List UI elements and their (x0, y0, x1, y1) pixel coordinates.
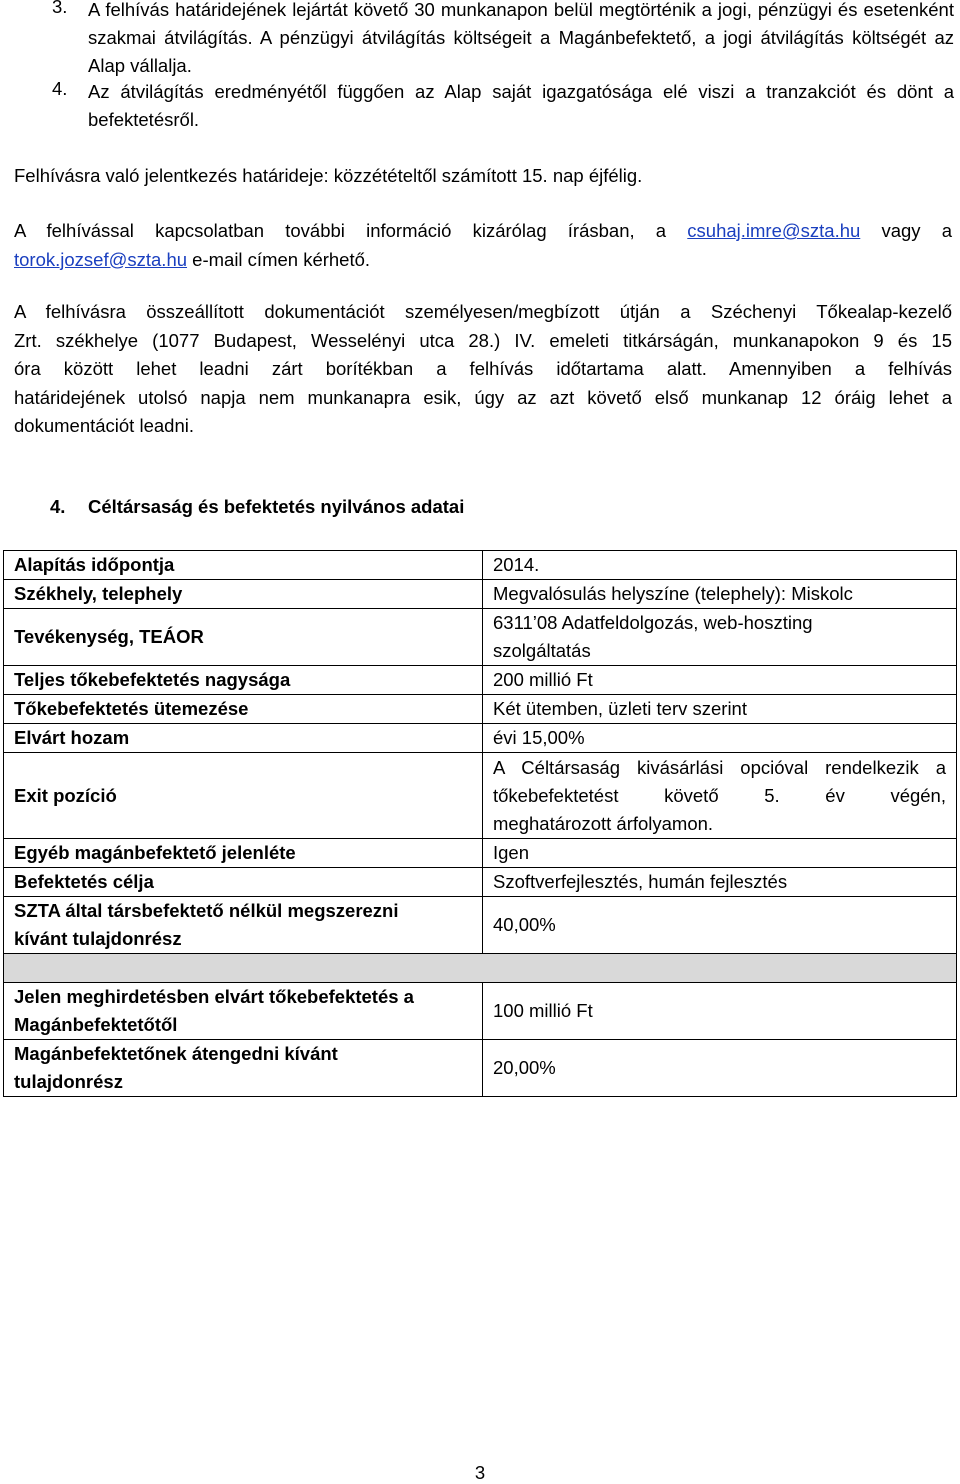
row-value: Két ütemben, üzleti terv szerint (483, 695, 957, 724)
row-label: Tőkebefektetés ütemezése (4, 695, 483, 724)
table-row (4, 580, 957, 609)
table-row (4, 868, 957, 897)
section-title: Céltársaság és befektetés nyilvános adatai (88, 496, 465, 517)
contact-suffix: e-mail címen kérhető. (187, 248, 371, 270)
table-row (4, 897, 957, 954)
table-row (4, 1040, 957, 1097)
row-value: 40,00% (483, 897, 957, 954)
row-value: 2014. (483, 551, 957, 580)
contact-line-1 (14, 217, 952, 246)
submission-line: A felhívásra összeállított dokumentációt személyesen/megbízott útján a Széchenyi Tőkealap-kezelő (14, 301, 952, 322)
submission-line: határidejének utolsó napja nem munkanapra esik, úgy az azt követő első munkanap 12 óráig lehet a (14, 386, 952, 408)
label-line: Jelen meghirdetésben elvárt tőkebefektetés a (14, 986, 414, 1007)
row-label: Alapítás időpontja (4, 551, 483, 580)
company-facts-table (3, 550, 957, 1097)
label-line: tulajdonrész (14, 1071, 123, 1092)
table-row (4, 983, 957, 1040)
row-label: Egyéb magánbefektető jelenléte (4, 839, 483, 868)
row-value: 200 millió Ft (483, 666, 957, 695)
page-number: 3 (474, 1462, 486, 1483)
row-label: Székhely, telephely (4, 580, 483, 609)
row-value: 100 millió Ft (483, 983, 957, 1040)
label-line: Magánbefektetőtől (14, 1014, 178, 1035)
submission-paragraph (14, 298, 952, 441)
email-link-csuhaj[interactable]: csuhaj.imre@szta.hu (687, 220, 861, 241)
submission-line: dokumentációt leadni. (14, 415, 194, 436)
row-value: Igen (483, 839, 957, 868)
list-number: 4. (52, 78, 68, 99)
list-text: Az átvilágítás eredményétől függően az Alap saját igazgatósága elé viszi a tranzakciót és dönt a befektetésről. (88, 81, 954, 130)
table-spacer-row (4, 954, 957, 983)
email-link-torok[interactable]: torok.jozsef@szta.hu (14, 248, 188, 270)
table-row (4, 724, 957, 753)
list-number: 3. (52, 0, 68, 17)
row-value: 20,00% (483, 1040, 957, 1097)
table-row (4, 695, 957, 724)
row-label: Befektetés célja (4, 868, 483, 897)
row-label: Tevékenység, TEÁOR (4, 609, 483, 666)
row-value: Megvalósulás helyszíne (telephely): Miskolc (483, 580, 957, 609)
row-value: évi 15,00% (483, 724, 957, 753)
row-label (4, 983, 483, 1040)
contact-line-2 (14, 246, 952, 275)
list-text: A felhívás határidejének lejártát követő 30 munkanapon belül megtörténik a jogi, pénzügyi és esetenként szakmai átvilágítás. A pénzügyi átvilágítás költségeit a Magánbefektető, a jogi átvilágítás költségét az Alap vállalja. (88, 0, 954, 76)
value-line: meghatározott árfolyamon. (493, 812, 714, 834)
label-line: kívánt tulajdonrész (14, 928, 182, 949)
value-line: tőkebefektetést követő 5. év végén, (493, 784, 946, 806)
row-label: Exit pozíció (4, 753, 483, 839)
table-row (4, 551, 957, 580)
value-line: A Céltársaság kivásárlási opcióval rendelkezik a (493, 756, 946, 778)
row-value: Szoftverfejlesztés, humán fejlesztés (483, 868, 957, 897)
contact-paragraph (14, 217, 952, 274)
row-label: Teljes tőkebefektetés nagysága (4, 666, 483, 695)
table-row (4, 753, 957, 839)
row-label (4, 1040, 483, 1097)
label-line: SZTA által társbefektető nélkül megszerezni (14, 900, 399, 921)
label-line: Magánbefektetőnek átengedni kívánt (14, 1043, 338, 1064)
value-line: szolgáltatás (493, 640, 591, 661)
submission-line: óra között lehet leadni zárt borítékban a felhívás időtartama alatt. Amennyiben a felhívás (14, 358, 952, 379)
submission-line: Zrt. székhelye (1077 Budapest, Wesselényi utca 28.) IV. emeleti titkárságán, munkanapokon 9 és 15 (14, 329, 952, 351)
contact-mid: vagy a (881, 220, 953, 241)
deadline-paragraph: Felhívásra való jelentkezés határideje: közzétételtől számított 15. nap éjfélig. (14, 165, 643, 186)
row-value (483, 609, 957, 666)
table-row (4, 839, 957, 868)
row-label (4, 897, 483, 954)
table-row (4, 666, 957, 695)
table-row (4, 609, 957, 666)
section-number: 4. (50, 496, 66, 517)
contact-prefix: A felhívással kapcsolatban további információ kizárólag írásban, a (14, 220, 667, 241)
row-value (483, 753, 957, 839)
row-label: Elvárt hozam (4, 724, 483, 753)
spacer-cell (4, 954, 957, 983)
section-heading (50, 496, 464, 518)
value-line: 6311’08 Adatfeldolgozás, web-hoszting (493, 612, 813, 633)
